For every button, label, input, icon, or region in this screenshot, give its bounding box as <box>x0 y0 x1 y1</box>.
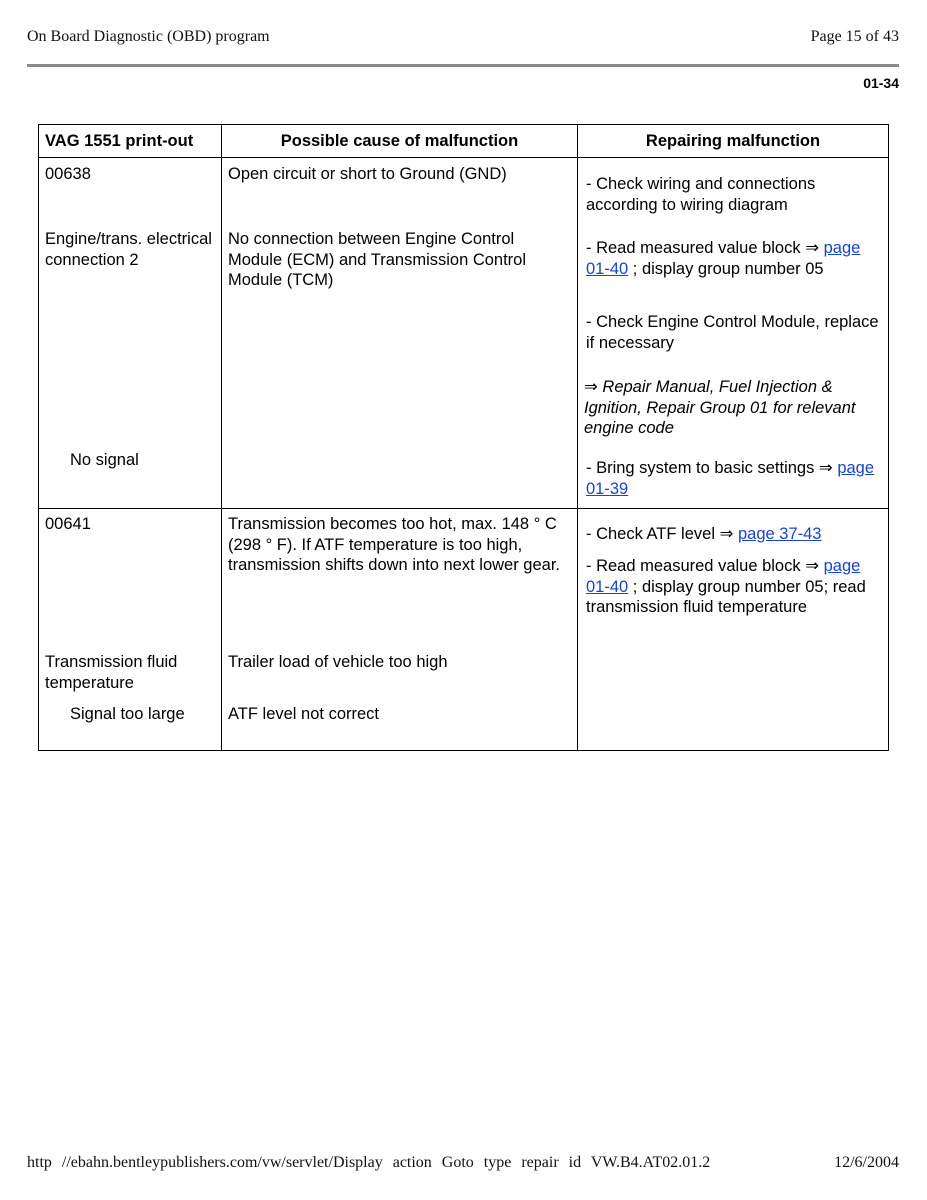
page-link[interactable]: page 01-40 <box>586 239 861 278</box>
table-header-row <box>39 125 889 158</box>
repair-step <box>586 524 880 545</box>
repair-step <box>586 458 880 499</box>
page-link[interactable]: page 01-40 <box>586 557 861 596</box>
repair-manual-reference: ⇒ Repair Manual, Fuel Injection & Ignition, Repair Group 01 for relevant engine code <box>584 378 856 437</box>
repair-step: - Check wiring and connections according to wiring diagram <box>586 175 816 214</box>
repair-text: - Check ATF level ⇒ <box>586 525 738 543</box>
cause-text: Trailer load of vehicle too high <box>228 653 448 671</box>
footer-url: http //ebahn.bentleypublishers.com/vw/servlet/Display action Goto type repair id VW.B4.AT02.01.2 <box>27 1154 711 1171</box>
repair-cell <box>578 509 889 751</box>
page-link[interactable]: page 37-43 <box>737 525 822 543</box>
cause-text: Transmission becomes too hot, max. 148 ° C (298 ° F). If ATF temperature is too high, transmission shifts down into next lower gear. <box>228 515 560 574</box>
cause-text: ATF level not correct <box>228 705 379 723</box>
page-link[interactable]: page 01-39 <box>586 459 875 498</box>
repair-cell <box>578 158 889 509</box>
repair-text: ; display group number 05 <box>628 259 824 278</box>
repair-text: - Read measured value block ⇒ <box>586 239 824 257</box>
column-header: Possible cause of malfunction <box>222 125 578 158</box>
column-header: VAG 1551 print-out <box>39 125 222 158</box>
page-number: Page 15 of 43 <box>810 28 899 45</box>
fault-component: Engine/trans. electrical connection 2 <box>45 230 212 269</box>
printout-cell <box>39 509 222 751</box>
repair-text: - Bring system to basic settings ⇒ <box>586 459 838 477</box>
table-row <box>39 158 889 509</box>
repair-text: ; display group number 05; read transmission fluid temperature <box>586 577 866 616</box>
printout-cell <box>39 158 222 509</box>
cause-cell <box>222 509 578 751</box>
fault-component: Transmission fluid temperature <box>45 653 178 692</box>
cause-cell <box>222 158 578 509</box>
footer-date: 12/6/2004 <box>834 1154 899 1171</box>
diagnostic-table <box>38 124 889 751</box>
cause-text: Open circuit or short to Ground (GND) <box>228 165 507 183</box>
fault-signal: No signal <box>70 451 139 469</box>
table-row <box>39 509 889 751</box>
fault-code: 00638 <box>45 165 91 183</box>
header-divider <box>27 64 899 67</box>
repair-step: - Check Engine Control Module, replace if necessary <box>586 313 879 352</box>
cause-text: No connection between Engine Control Module (ECM) and Transmission Control Module (TCM) <box>228 230 527 289</box>
repair-text: - Read measured value block ⇒ <box>586 557 824 575</box>
fault-signal: Signal too large <box>70 705 185 723</box>
section-code: 01-34 <box>863 75 899 91</box>
document-title: On Board Diagnostic (OBD) program <box>27 28 270 45</box>
fault-code: 00641 <box>45 515 91 533</box>
repair-step <box>586 556 880 618</box>
column-header: Repairing malfunction <box>578 125 889 158</box>
repair-step <box>586 238 880 279</box>
